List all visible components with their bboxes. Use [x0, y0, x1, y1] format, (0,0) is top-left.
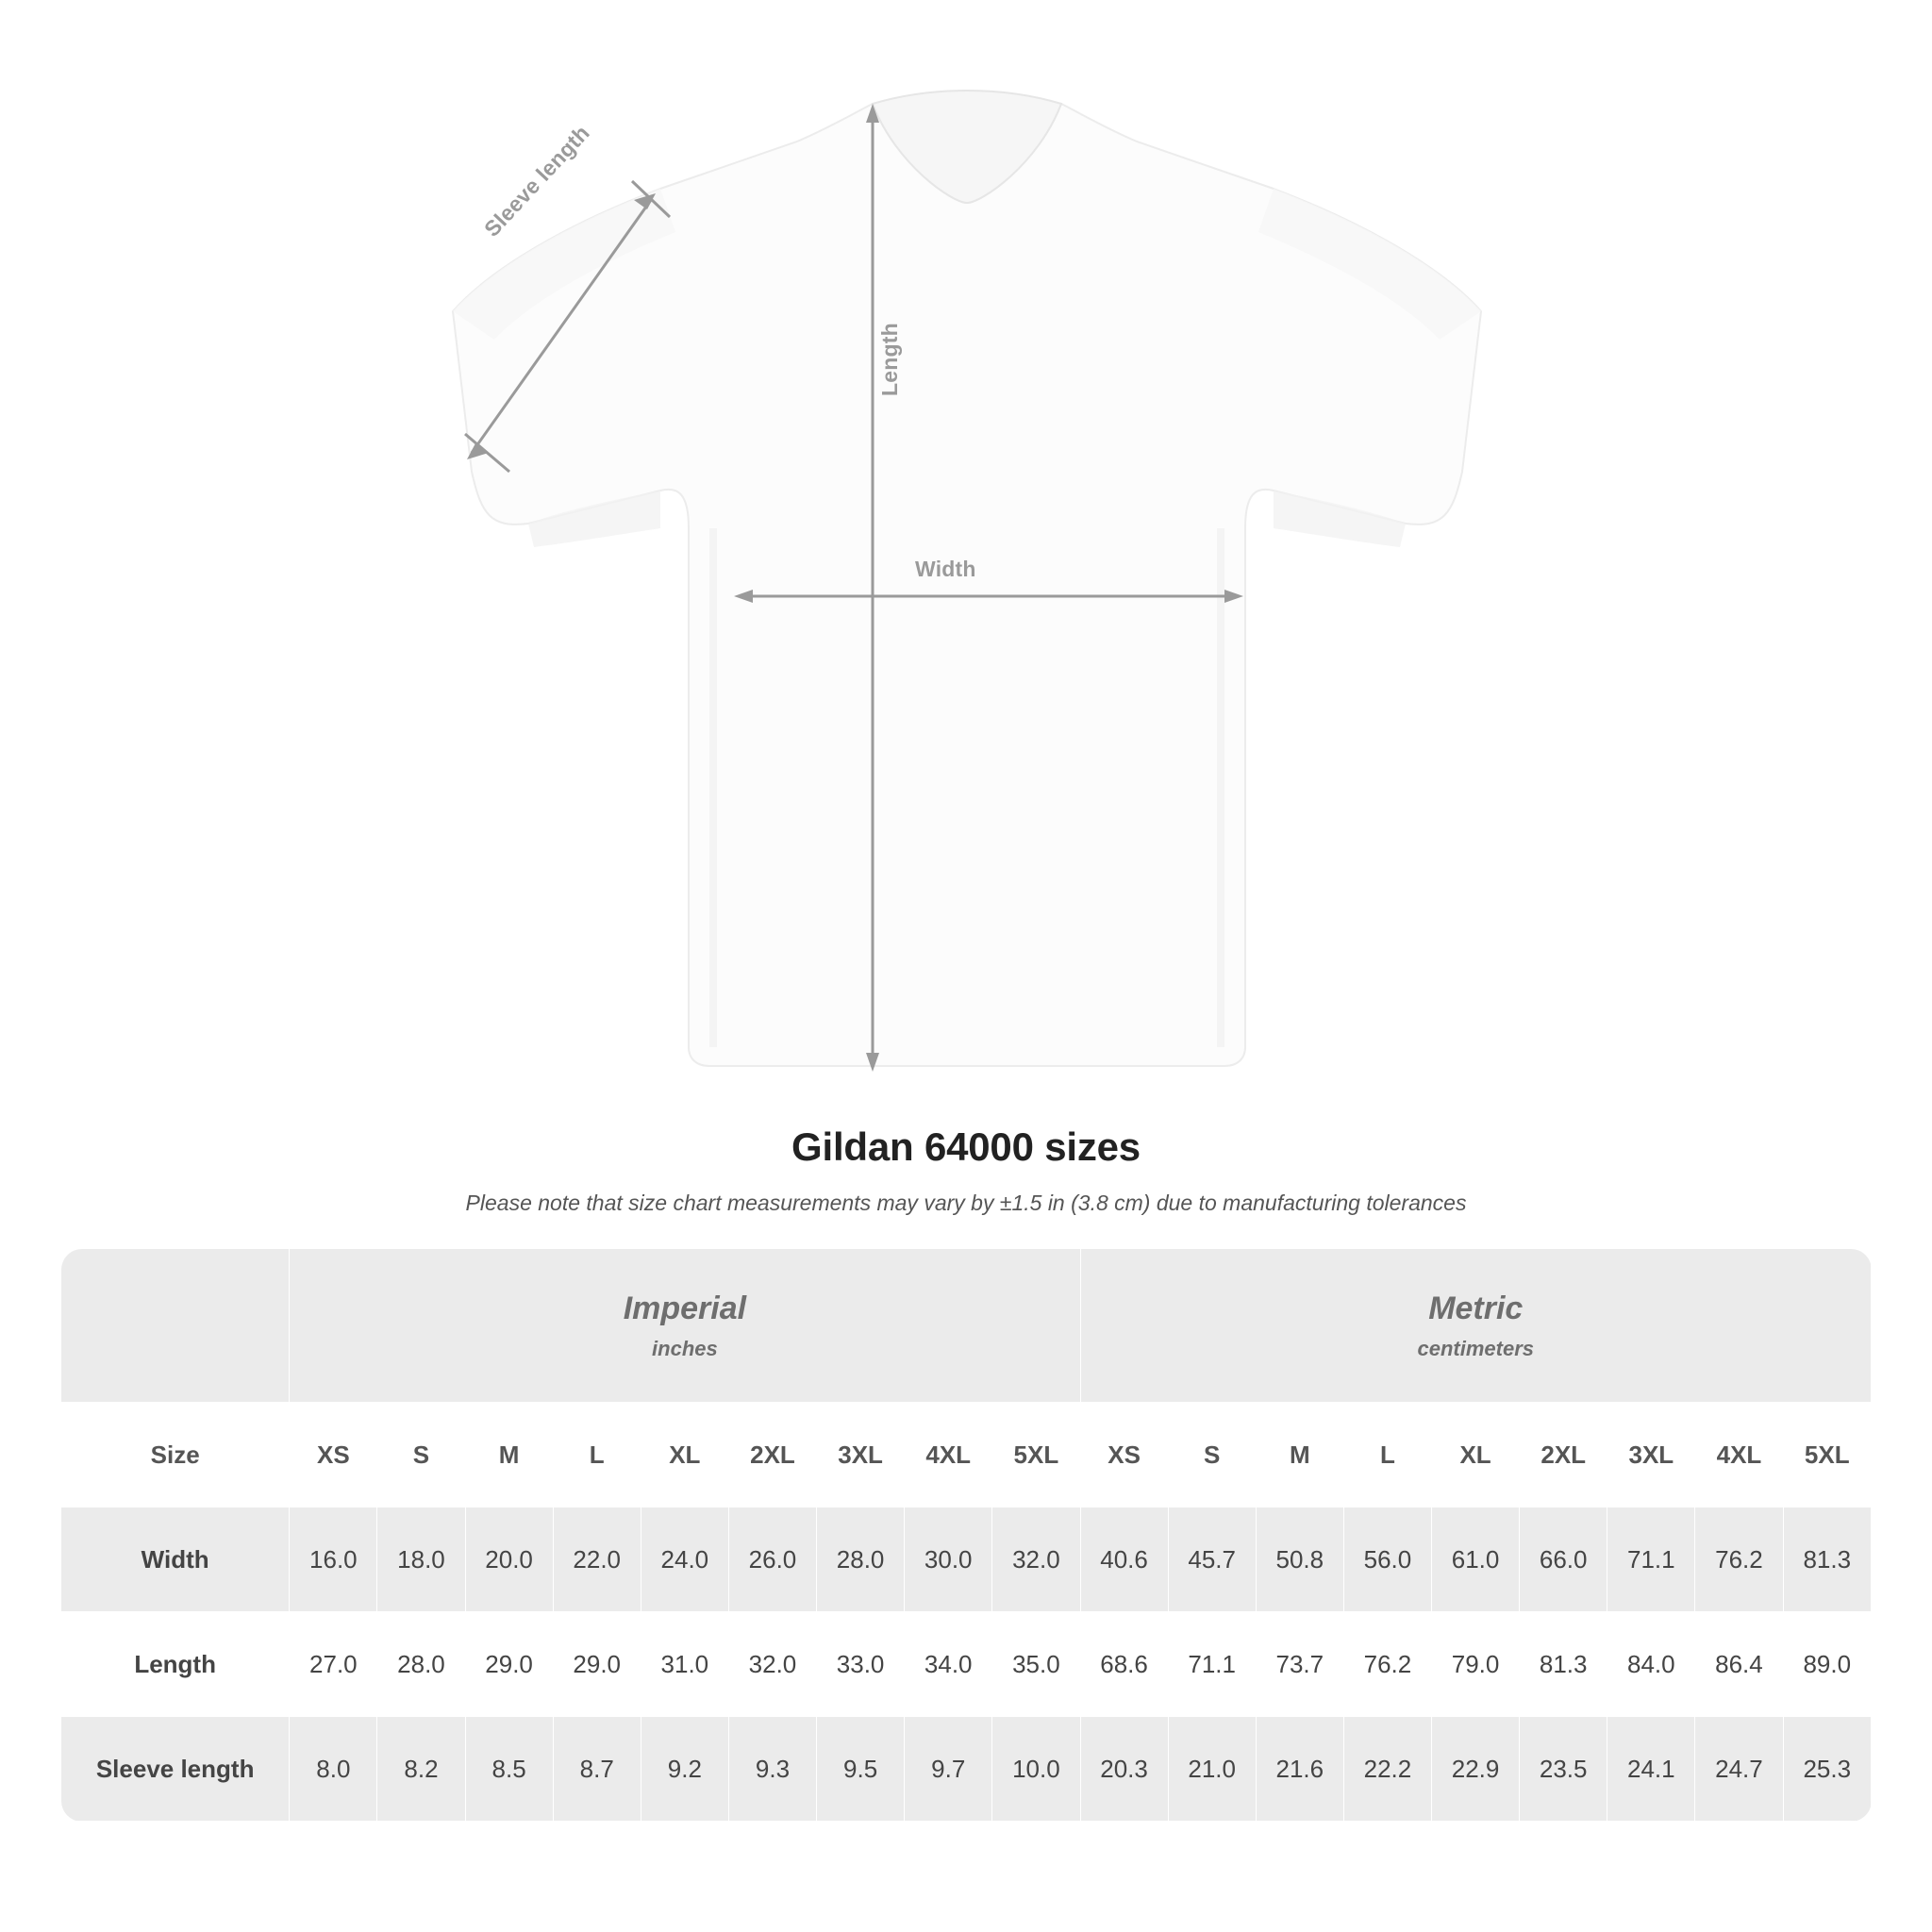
metric-label: Metric: [1428, 1290, 1524, 1326]
cell-length-imperial-xs: 27.0: [290, 1612, 377, 1717]
cell-length-imperial-m: 29.0: [465, 1612, 553, 1717]
column-header-metric-m: M: [1256, 1403, 1343, 1507]
table-row: [61, 1717, 1872, 1822]
cell-sleeve-metric-xl: 22.9: [1432, 1717, 1520, 1822]
imperial-sublabel: inches: [652, 1336, 718, 1360]
cell-sleeve-imperial-3xl: 9.5: [817, 1717, 905, 1822]
table-row: [61, 1612, 1872, 1717]
unit-header-row: [61, 1249, 1872, 1403]
cell-length-metric-2xl: 81.3: [1520, 1612, 1607, 1717]
cell-sleeve-imperial-4xl: 9.7: [905, 1717, 992, 1822]
column-header-imperial-l: L: [553, 1403, 641, 1507]
imperial-label: Imperial: [623, 1290, 747, 1326]
width-dimension-label: Width: [915, 557, 976, 581]
unit-header-spacer: [61, 1249, 290, 1403]
column-header-metric-3xl: 3XL: [1607, 1403, 1695, 1507]
cell-sleeve-metric-m: 21.6: [1256, 1717, 1343, 1822]
cell-length-metric-4xl: 86.4: [1695, 1612, 1783, 1717]
cell-width-metric-l: 56.0: [1343, 1507, 1431, 1612]
cell-length-metric-l: 76.2: [1343, 1612, 1431, 1717]
cell-width-imperial-xl: 24.0: [641, 1507, 728, 1612]
cell-width-metric-2xl: 66.0: [1520, 1507, 1607, 1612]
column-header-imperial-3xl: 3XL: [817, 1403, 905, 1507]
column-header-imperial-4xl: 4XL: [905, 1403, 992, 1507]
column-header-imperial-xs: XS: [290, 1403, 377, 1507]
cell-sleeve-metric-2xl: 23.5: [1520, 1717, 1607, 1822]
row-label-width: Width: [61, 1507, 290, 1612]
cell-sleeve-imperial-m: 8.5: [465, 1717, 553, 1822]
cell-width-metric-5xl: 81.3: [1783, 1507, 1871, 1612]
heading-block: [0, 1124, 1932, 1216]
column-header-metric-xl: XL: [1432, 1403, 1520, 1507]
size-header-row: [61, 1403, 1872, 1507]
cell-width-imperial-l: 22.0: [553, 1507, 641, 1612]
unit-header-metric: [1080, 1249, 1871, 1403]
cell-sleeve-metric-l: 22.2: [1343, 1717, 1431, 1822]
table-row: [61, 1507, 1872, 1612]
cell-length-imperial-4xl: 34.0: [905, 1612, 992, 1717]
cell-sleeve-metric-5xl: 25.3: [1783, 1717, 1871, 1822]
cell-length-imperial-2xl: 32.0: [728, 1612, 816, 1717]
column-header-imperial-s: S: [377, 1403, 465, 1507]
cell-sleeve-metric-4xl: 24.7: [1695, 1717, 1783, 1822]
row-label-sleeve-length: Sleeve length: [61, 1717, 290, 1822]
row-label-length: Length: [61, 1612, 290, 1717]
column-header-metric-5xl: 5XL: [1783, 1403, 1871, 1507]
column-header-metric-s: S: [1168, 1403, 1256, 1507]
column-header-metric-2xl: 2XL: [1520, 1403, 1607, 1507]
cell-width-metric-xl: 61.0: [1432, 1507, 1520, 1612]
cell-length-imperial-3xl: 33.0: [817, 1612, 905, 1717]
cell-width-metric-4xl: 76.2: [1695, 1507, 1783, 1612]
column-header-metric-4xl: 4XL: [1695, 1403, 1783, 1507]
size-table-container: [60, 1248, 1872, 1822]
cell-sleeve-imperial-l: 8.7: [553, 1717, 641, 1822]
column-header-imperial-2xl: 2XL: [728, 1403, 816, 1507]
cell-length-metric-3xl: 84.0: [1607, 1612, 1695, 1717]
page-title: Gildan 64000 sizes: [791, 1124, 1141, 1169]
cell-sleeve-imperial-5xl: 10.0: [992, 1717, 1080, 1822]
cell-sleeve-imperial-2xl: 9.3: [728, 1717, 816, 1822]
size-header-label: Size: [61, 1403, 290, 1507]
cell-length-metric-5xl: 89.0: [1783, 1612, 1871, 1717]
cell-sleeve-metric-xs: 20.3: [1080, 1717, 1168, 1822]
column-header-metric-xs: XS: [1080, 1403, 1168, 1507]
cell-width-imperial-5xl: 32.0: [992, 1507, 1080, 1612]
unit-header-imperial: [290, 1249, 1080, 1403]
cell-length-metric-xs: 68.6: [1080, 1612, 1168, 1717]
cell-sleeve-imperial-s: 8.2: [377, 1717, 465, 1822]
cell-width-metric-m: 50.8: [1256, 1507, 1343, 1612]
column-header-imperial-5xl: 5XL: [992, 1403, 1080, 1507]
cell-length-imperial-5xl: 35.0: [992, 1612, 1080, 1717]
cell-width-imperial-s: 18.0: [377, 1507, 465, 1612]
column-header-imperial-xl: XL: [641, 1403, 728, 1507]
cell-width-imperial-2xl: 26.0: [728, 1507, 816, 1612]
cell-sleeve-imperial-xs: 8.0: [290, 1717, 377, 1822]
cell-width-metric-3xl: 71.1: [1607, 1507, 1695, 1612]
cell-width-metric-xs: 40.6: [1080, 1507, 1168, 1612]
cell-sleeve-imperial-xl: 9.2: [641, 1717, 728, 1822]
cell-length-imperial-l: 29.0: [553, 1612, 641, 1717]
cell-width-imperial-m: 20.0: [465, 1507, 553, 1612]
cell-width-imperial-3xl: 28.0: [817, 1507, 905, 1612]
column-header-imperial-m: M: [465, 1403, 553, 1507]
cell-length-metric-xl: 79.0: [1432, 1612, 1520, 1717]
metric-sublabel: centimeters: [1417, 1336, 1535, 1360]
tolerance-note: Please note that size chart measurements may vary by ±1.5 in (3.8 cm) due to manufacturing tolerances: [465, 1191, 1467, 1215]
length-dimension-label: Length: [877, 323, 902, 396]
cell-width-metric-s: 45.7: [1168, 1507, 1256, 1612]
cell-sleeve-metric-3xl: 24.1: [1607, 1717, 1695, 1822]
cell-width-imperial-4xl: 30.0: [905, 1507, 992, 1612]
column-header-metric-l: L: [1343, 1403, 1431, 1507]
cell-width-imperial-xs: 16.0: [290, 1507, 377, 1612]
cell-length-metric-s: 71.1: [1168, 1612, 1256, 1717]
cell-length-metric-m: 73.7: [1256, 1612, 1343, 1717]
sleeve-length-dimension-label: Sleeve length: [479, 120, 594, 242]
size-table: [60, 1248, 1872, 1822]
cell-length-imperial-xl: 31.0: [641, 1612, 728, 1717]
cell-length-imperial-s: 28.0: [377, 1612, 465, 1717]
cell-sleeve-metric-s: 21.0: [1168, 1717, 1256, 1822]
